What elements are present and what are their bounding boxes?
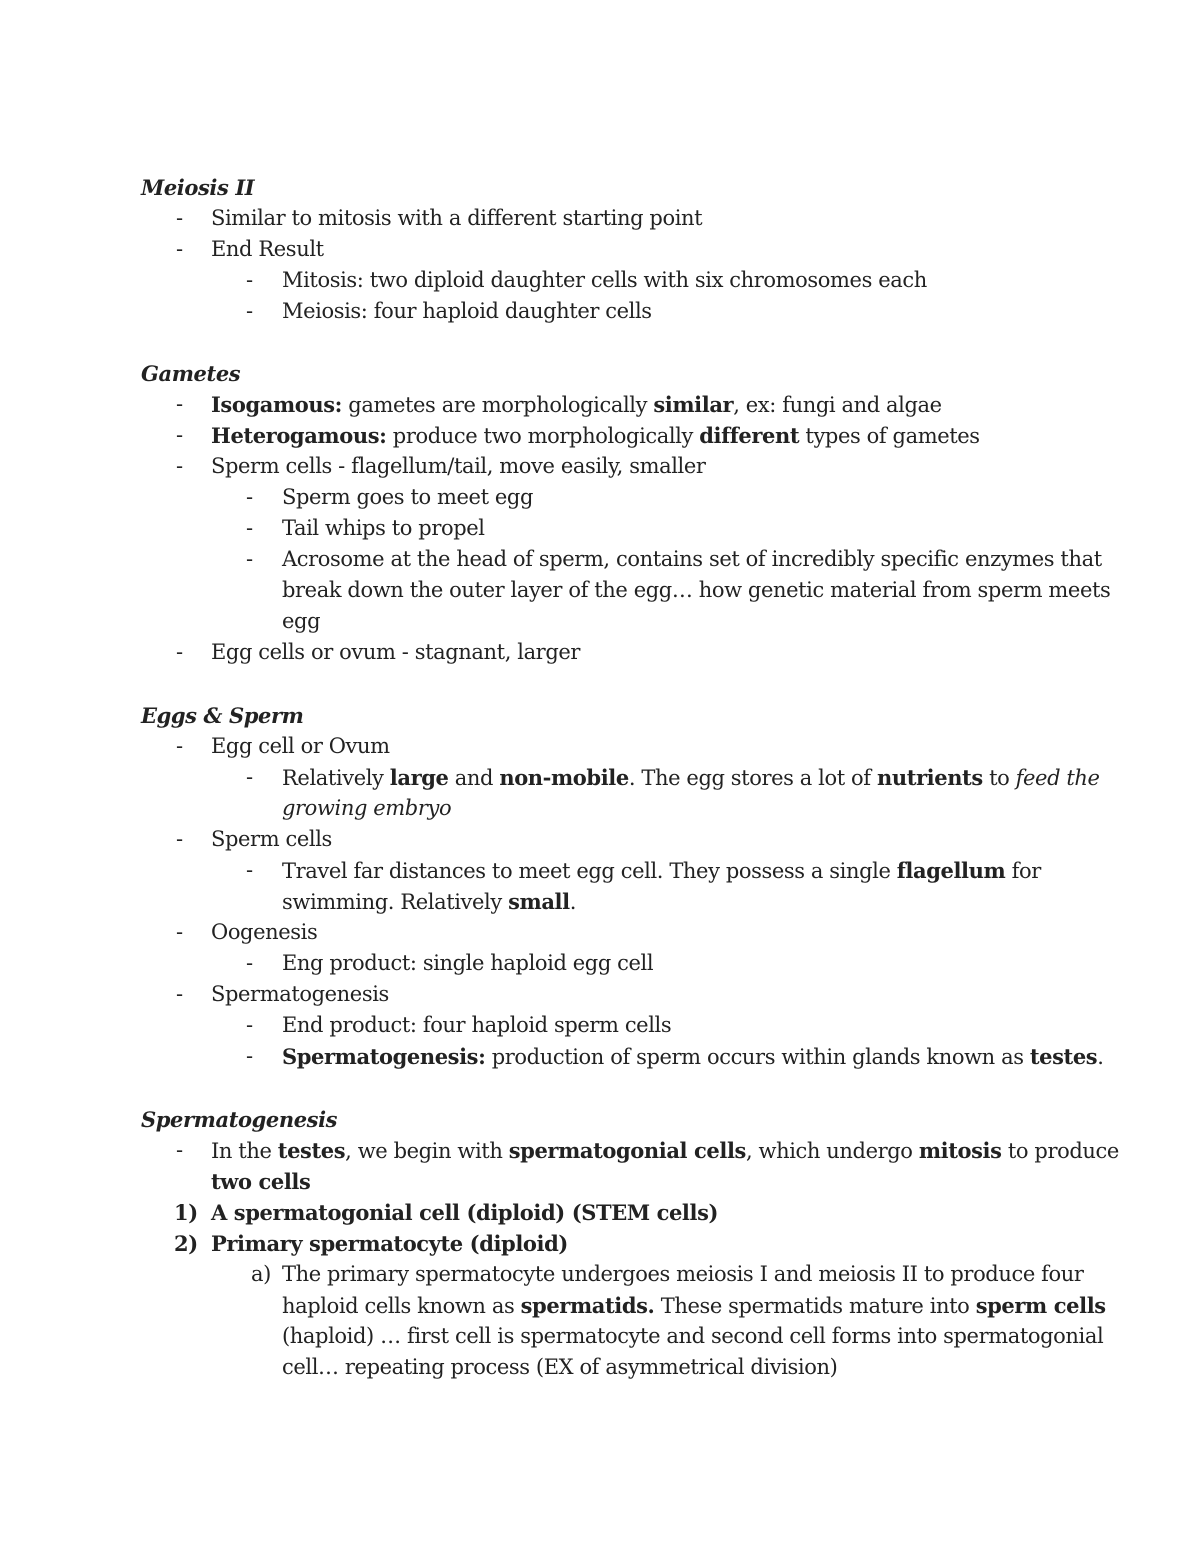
heading-gametes: Gametes — [141, 361, 241, 386]
text-run: . The egg stores a lot of — [628, 766, 877, 790]
list-item-text: Sperm goes to meet egg — [282, 485, 534, 509]
list-item-text: Sperm cells - flagellum/tail, move easily, smaller — [211, 454, 706, 478]
bold-run: large — [389, 765, 449, 790]
list-item-text: End product: four haploid sperm cells — [282, 1013, 672, 1037]
lettered-item-text: The primary spermatocyte undergoes meiosis I and meiosis II to produce four — [282, 1262, 1084, 1286]
bullet-dash: - — [176, 423, 183, 447]
bullet-dash: - — [176, 1138, 183, 1162]
text-run: , which undergo — [745, 1139, 919, 1163]
bullet-dash: - — [246, 765, 253, 789]
list-item-text — [282, 1041, 1104, 1073]
term-heterogamous: Heterogamous: — [211, 423, 387, 448]
bullet-dash: - — [176, 392, 183, 416]
text-run: Travel far distances to meet egg cell. They possess a single — [282, 859, 897, 883]
heading-eggs-and-sperm: Eggs & Sperm — [141, 703, 304, 728]
bullet-dash: - — [246, 516, 253, 540]
text-run: , ex: fungi and algae — [733, 393, 942, 417]
list-item-text: Oogenesis — [211, 920, 318, 944]
term-spermatogenesis: Spermatogenesis: — [282, 1044, 486, 1069]
text-run: . — [1097, 1045, 1104, 1069]
list-item-text — [211, 420, 980, 452]
bold-run: sperm cells — [975, 1293, 1106, 1318]
letter-marker: a) — [251, 1262, 271, 1286]
bold-run: spermatogonial cells — [508, 1138, 746, 1163]
bold-run: spermatids. — [520, 1293, 655, 1318]
text-run: These spermatids mature into — [654, 1294, 976, 1318]
list-item-text: Sperm cells — [211, 827, 332, 851]
list-item-text: Acrosome at the head of sperm, contains set of incredibly specific enzymes that — [282, 547, 1102, 571]
bold-run: two cells — [211, 1169, 311, 1194]
list-item-text: End Result — [211, 237, 324, 261]
bullet-dash: - — [176, 734, 183, 758]
text-run: gametes are morphologically — [342, 393, 654, 417]
bullet-dash: - — [176, 920, 183, 944]
bold-run: testes — [1029, 1044, 1098, 1069]
list-item-text — [282, 762, 1100, 794]
bullet-dash: - — [246, 299, 253, 323]
text-run: and — [448, 766, 500, 790]
bullet-dash: - — [176, 982, 183, 1006]
bullet-dash: - — [246, 951, 253, 975]
text-run: . — [569, 890, 576, 914]
list-item-text: Meiosis: four haploid daughter cells — [282, 299, 652, 323]
number-marker: 1) — [174, 1200, 198, 1225]
bullet-dash: - — [176, 237, 183, 261]
numbered-item-text: Primary spermatocyte (diploid) — [211, 1231, 568, 1256]
list-item-continuation: egg — [282, 609, 321, 633]
list-item-text — [211, 1135, 1119, 1167]
list-item-continuation: cell… repeating process (EX of asymmetrical division) — [282, 1355, 838, 1379]
list-item-continuation — [282, 793, 451, 824]
bold-run: flagellum — [896, 858, 1006, 883]
bold-run: similar — [653, 392, 734, 417]
text-run: production of sperm occurs within glands known as — [485, 1045, 1030, 1069]
text-run: types of gametes — [799, 424, 980, 448]
bullet-dash: - — [246, 547, 253, 571]
list-item-text: Eng product: single haploid egg cell — [282, 951, 654, 975]
bullet-dash: - — [246, 858, 253, 882]
text-run: swimming. Relatively — [282, 890, 509, 914]
text-run: , we begin with — [345, 1139, 509, 1163]
bullet-dash: - — [176, 827, 183, 851]
bold-run: non-mobile — [499, 765, 629, 790]
bold-run: nutrients — [876, 765, 983, 790]
list-item-continuation — [282, 1290, 1106, 1321]
term-isogamous: Isogamous: — [211, 392, 343, 417]
text-run: to — [982, 766, 1016, 790]
list-item-text — [282, 855, 1041, 887]
bullet-dash: - — [246, 268, 253, 292]
bullet-dash: - — [246, 1044, 253, 1068]
bullet-dash: - — [176, 206, 183, 230]
list-item-continuation: (haploid) … first cell is spermatocyte and second cell forms into spermatogonial — [282, 1324, 1104, 1348]
text-run: produce two morphologically — [386, 424, 700, 448]
text-run: In the — [211, 1139, 278, 1163]
list-item-text: Egg cells or ovum - stagnant, larger — [211, 640, 581, 664]
numbered-item-text: A spermatogonial cell (diploid) (STEM cells) — [211, 1200, 719, 1225]
number-marker: 2) — [174, 1231, 198, 1256]
text-run: haploid cells known as — [282, 1294, 521, 1318]
list-item-continuation — [282, 886, 576, 917]
list-item-text: Tail whips to propel — [282, 516, 485, 540]
heading-spermatogenesis: Spermatogenesis — [141, 1107, 338, 1132]
bullet-dash: - — [246, 1013, 253, 1037]
text-run: for — [1005, 859, 1041, 883]
italic-run: feed the — [1015, 766, 1100, 790]
italic-run: growing embryo — [282, 796, 452, 820]
bold-run: mitosis — [918, 1138, 1002, 1163]
list-item-continuation — [211, 1166, 310, 1197]
text-run: Relatively — [282, 766, 390, 790]
list-item-continuation: break down the outer layer of the egg… how genetic material from sperm meets — [282, 578, 1111, 602]
heading-meiosis-ii: Meiosis II — [141, 175, 255, 200]
bullet-dash: - — [246, 485, 253, 509]
list-item-text: Egg cell or Ovum — [211, 734, 390, 758]
text-run: to produce — [1001, 1139, 1119, 1163]
list-item-text — [211, 389, 942, 421]
bold-run: different — [699, 423, 800, 448]
list-item-text: Mitosis: two diploid daughter cells with six chromosomes each — [282, 268, 927, 292]
list-item-text: Similar to mitosis with a different starting point — [211, 206, 703, 230]
bullet-dash: - — [176, 454, 183, 478]
bold-run: small — [508, 889, 570, 914]
bold-run: testes — [277, 1138, 346, 1163]
list-item-text: Spermatogenesis — [211, 982, 389, 1006]
bullet-dash: - — [176, 640, 183, 664]
